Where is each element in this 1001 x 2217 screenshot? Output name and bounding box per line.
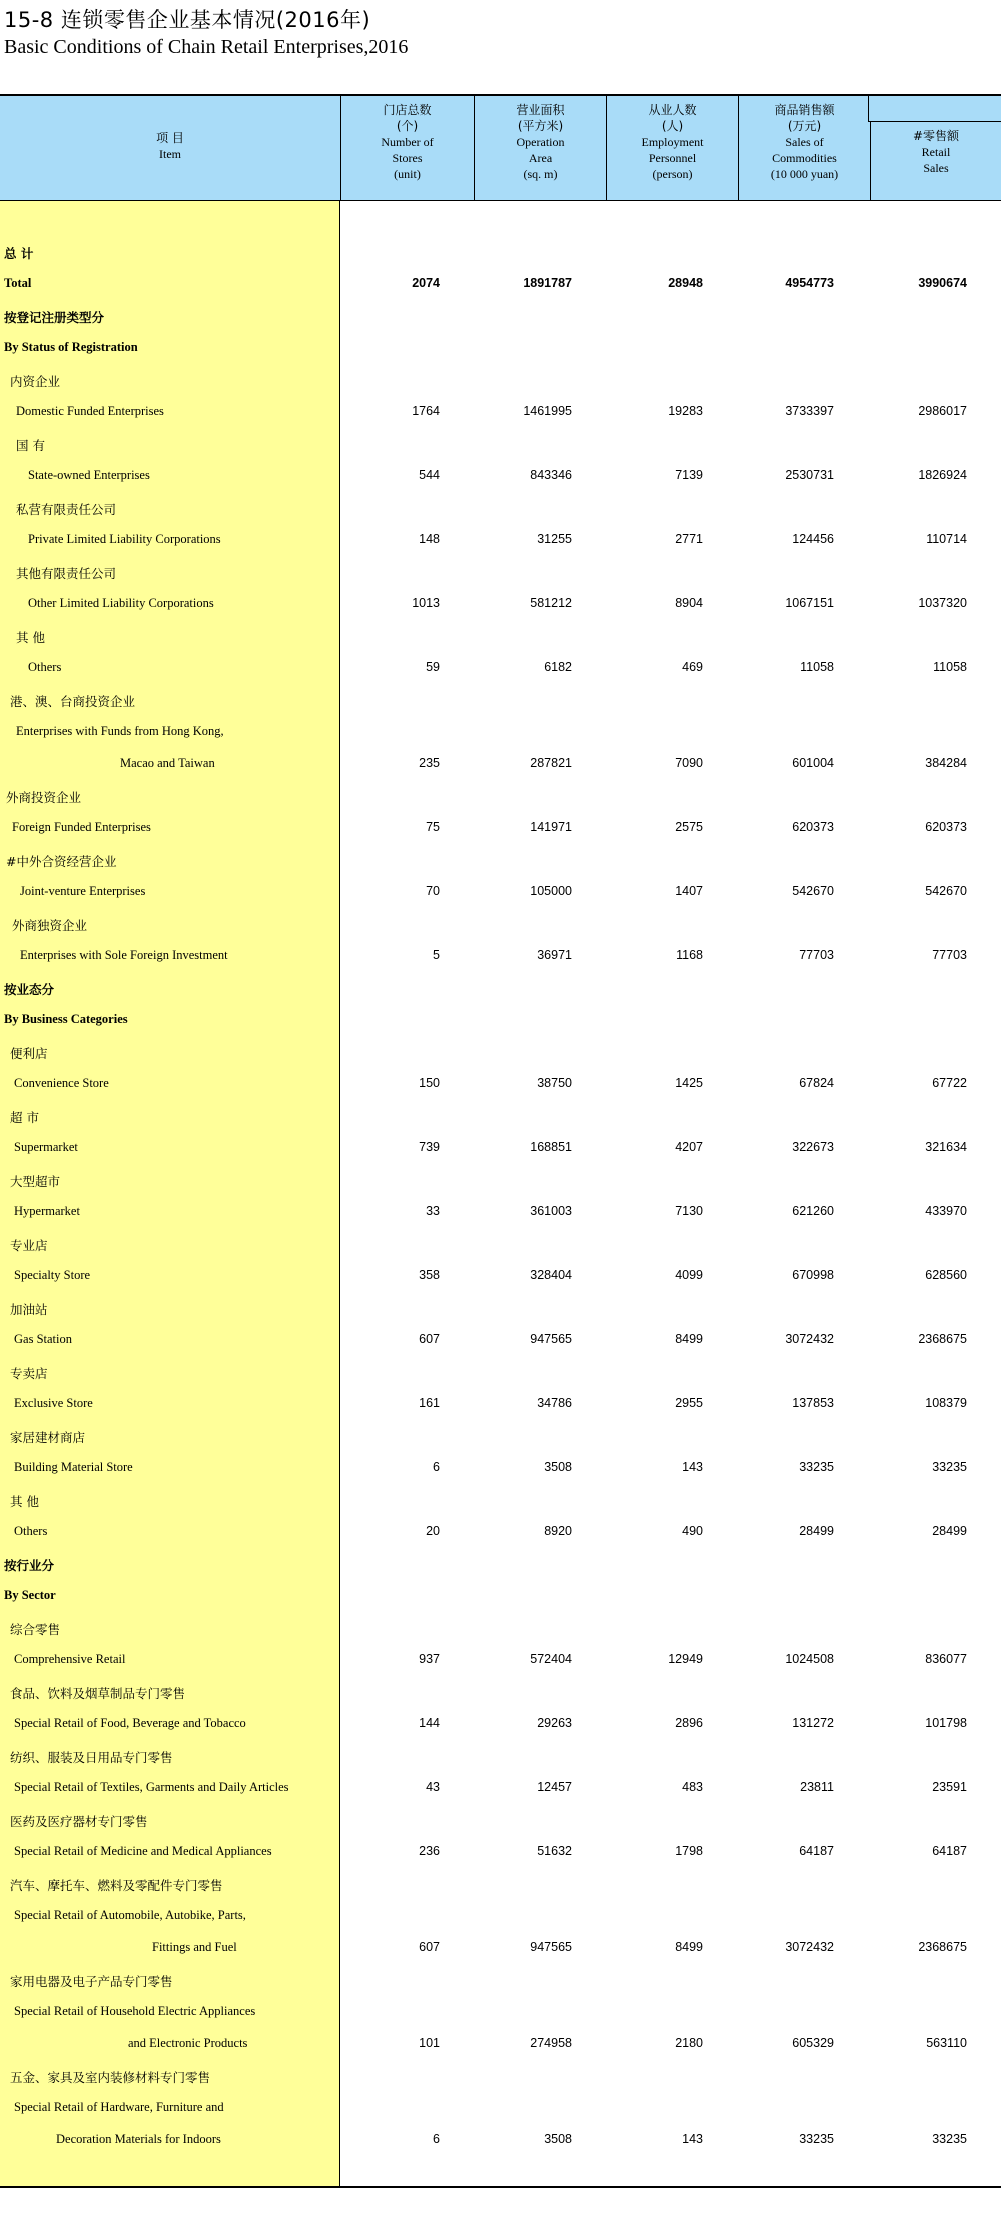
cell-value: 563110 [926, 2036, 967, 2050]
cell-value: 572404 [530, 1652, 572, 1666]
column-header-line: Number of [381, 135, 434, 149]
cell-value: 287821 [530, 756, 572, 770]
cell-value: 605329 [792, 2036, 834, 2050]
cell-value: 739 [419, 1140, 440, 1154]
cell-value: 1891787 [523, 276, 572, 290]
cell-value: 620373 [925, 820, 967, 834]
row-label: 专业店 [10, 1238, 48, 1253]
cell-value: 7130 [675, 1204, 703, 1218]
bottom-rule [0, 2186, 1001, 2188]
table-row [0, 1712, 1001, 1736]
table-row [0, 1360, 1001, 1384]
cell-value: 1013 [412, 596, 440, 610]
cell-value: 8904 [675, 596, 703, 610]
cell-value: 1461995 [523, 404, 572, 418]
column-header-line: 营业面积 [516, 103, 565, 117]
table-row [0, 432, 1001, 456]
cell-value: 11058 [933, 660, 967, 674]
table-title-chinese: 15-8 连锁零售企业基本情况(2016年) [4, 8, 371, 32]
row-label: 内资企业 [10, 374, 61, 389]
cell-value: 7139 [675, 468, 703, 482]
cell-value: 70 [426, 884, 440, 898]
cell-value: 168851 [530, 1140, 572, 1154]
table-row [0, 592, 1001, 616]
column-header-2 [474, 96, 606, 200]
cell-value: 2575 [675, 820, 703, 834]
column-header-line: Sales of [785, 135, 824, 149]
cell-value: 4207 [675, 1140, 703, 1154]
row-label: 家居建材商店 [10, 1430, 86, 1445]
cell-value: 20 [426, 1524, 440, 1538]
table-row [0, 528, 1001, 552]
cell-value: 2986017 [918, 404, 967, 418]
cell-value: 3072432 [785, 1940, 834, 1954]
cell-value: 23591 [932, 1780, 967, 1794]
cell-value: 5 [433, 948, 440, 962]
cell-value: 1024508 [785, 1652, 834, 1666]
row-label: Enterprises with Sole Foreign Investment [20, 948, 228, 962]
cell-value: 3990674 [918, 276, 967, 290]
column-header-line: (人) [661, 119, 684, 133]
table-row [0, 1488, 1001, 1512]
table-row [0, 2000, 1001, 2024]
column-header-line: (个) [396, 119, 419, 133]
table-row [0, 880, 1001, 904]
cell-value: 607 [419, 1332, 440, 1346]
row-label: Decoration Materials for Indoors [56, 2132, 221, 2146]
row-label: 外商投资企业 [6, 790, 82, 805]
row-label: 外商独资企业 [12, 918, 88, 933]
cell-value: 1067151 [785, 596, 834, 610]
row-label: Special Retail of Food, Beverage and Tobacco [14, 1716, 246, 1730]
cell-value: 101798 [925, 1716, 967, 1730]
row-label: 大型超市 [10, 1174, 61, 1189]
column-header-line: Personnel [648, 151, 697, 165]
cell-value: 23811 [800, 1780, 834, 1794]
cell-value: 321634 [925, 1140, 967, 1154]
column-header-line: (person) [652, 167, 693, 181]
cell-value: 1037320 [918, 596, 967, 610]
cell-value: 581212 [530, 596, 572, 610]
row-label: 便利店 [10, 1046, 48, 1061]
cell-value: 19283 [668, 404, 703, 418]
row-label: By Sector [4, 1588, 56, 1602]
cell-value: 1407 [675, 884, 703, 898]
row-label: Others [28, 660, 62, 674]
row-label: Gas Station [14, 1332, 72, 1346]
cell-value: 101 [419, 2036, 440, 2050]
cell-value: 29263 [537, 1716, 572, 1730]
row-label: Total [4, 276, 32, 290]
table-row [0, 1584, 1001, 1608]
row-label: Private Limited Liability Corporations [28, 532, 221, 546]
cell-value: 161 [419, 1396, 440, 1410]
cell-value: 105000 [530, 884, 572, 898]
cell-value: 33235 [932, 2132, 967, 2146]
cell-value: 75 [426, 820, 440, 834]
cell-value: 8499 [675, 1332, 703, 1346]
table-row [0, 848, 1001, 872]
cell-value: 110714 [926, 532, 967, 546]
column-header-line: 从业人数 [648, 103, 697, 117]
table-row [0, 1072, 1001, 1096]
cell-value: 4954773 [785, 276, 834, 290]
cell-value: 43 [426, 1780, 440, 1794]
table-row [0, 1264, 1001, 1288]
cell-value: 12457 [537, 1780, 572, 1794]
row-label: and Electronic Products [128, 2036, 248, 2050]
row-label: 按业态分 [4, 982, 55, 997]
cell-value: 33235 [799, 2132, 834, 2146]
cell-value: 124456 [792, 532, 834, 546]
row-label: By Status of Registration [4, 340, 138, 354]
row-label: Special Retail of Hardware, Furniture and [14, 2100, 224, 2114]
table-row [0, 944, 1001, 968]
column-header-4 [738, 96, 870, 200]
cell-value: 490 [682, 1524, 703, 1538]
row-label: By Business Categories [4, 1012, 128, 1026]
table-row [0, 1936, 1001, 1960]
cell-value: 2180 [675, 2036, 703, 2050]
cell-value: 483 [682, 1780, 703, 1794]
table-row [0, 1392, 1001, 1416]
cell-value: 144 [419, 1716, 440, 1730]
item-header-cn: 项 目 [156, 131, 184, 145]
cell-value: 542670 [792, 884, 834, 898]
column-header-line: 门店总数 [383, 103, 432, 117]
cell-value: 433970 [925, 1204, 967, 1218]
row-label: 医药及医疗器材专门零售 [10, 1814, 148, 1829]
cell-value: 1826924 [918, 468, 967, 482]
row-label: Exclusive Store [14, 1396, 93, 1410]
table-row [0, 2064, 1001, 2088]
table-header [0, 96, 1001, 201]
row-label: Special Retail of Medicine and Medical Appliances [14, 1844, 272, 1858]
cell-value: 3733397 [785, 404, 834, 418]
cell-value: 3072432 [785, 1332, 834, 1346]
column-header-line: Operation [516, 135, 565, 149]
column-header-line: Employment [641, 135, 704, 149]
cell-value: 137853 [792, 1396, 834, 1410]
cell-value: 670998 [792, 1268, 834, 1282]
row-label: Fittings and Fuel [152, 1940, 237, 1954]
row-label: 总 计 [4, 246, 34, 261]
cell-value: 937 [419, 1652, 440, 1666]
cell-value: 28499 [932, 1524, 967, 1538]
column-header-line: #零售额 [912, 129, 960, 143]
table-row [0, 1968, 1001, 1992]
table-row [0, 272, 1001, 296]
table-row [0, 1904, 1001, 1928]
row-label: State-owned Enterprises [28, 468, 150, 482]
row-label: 专卖店 [10, 1366, 48, 1381]
cell-value: 3508 [544, 1460, 572, 1474]
row-label: 加油站 [10, 1302, 48, 1317]
row-label: Macao and Taiwan [120, 756, 215, 770]
table-row [0, 1040, 1001, 1064]
cell-value: 621260 [792, 1204, 834, 1218]
cell-value: 59 [426, 660, 440, 674]
cell-value: 236 [419, 1844, 440, 1858]
cell-value: 322673 [792, 1140, 834, 1154]
cell-value: 469 [682, 660, 703, 674]
cell-value: 361003 [530, 1204, 572, 1218]
cell-value: 358 [419, 1268, 440, 1282]
cell-value: 33 [426, 1204, 440, 1218]
cell-value: 51632 [537, 1844, 572, 1858]
table-row [0, 304, 1001, 328]
cell-value: 3508 [544, 2132, 572, 2146]
cell-value: 77703 [932, 948, 967, 962]
table-row [0, 976, 1001, 1000]
table-row [0, 400, 1001, 424]
row-label: 按行业分 [4, 1558, 55, 1573]
cell-value: 2530731 [785, 468, 834, 482]
cell-value: 2074 [412, 276, 440, 290]
row-label: 五金、家具及室内装修材料专门零售 [10, 2070, 211, 2085]
table-row [0, 1168, 1001, 1192]
row-label: 按登记注册类型分 [4, 310, 105, 325]
cell-value: 843346 [530, 468, 572, 482]
table-row [0, 752, 1001, 776]
table-row [0, 688, 1001, 712]
table-row [0, 912, 1001, 936]
column-header-line: Sales [923, 161, 949, 175]
cell-value: 947565 [530, 1940, 572, 1954]
cell-value: 7090 [675, 756, 703, 770]
cell-value: 1425 [675, 1076, 703, 1090]
row-label: 港、澳、台商投资企业 [10, 694, 136, 709]
cell-value: 148 [419, 532, 440, 546]
column-header-line: (unit) [394, 167, 421, 181]
cell-value: 67824 [799, 1076, 834, 1090]
table-row [0, 816, 1001, 840]
table-row [0, 720, 1001, 744]
cell-value: 947565 [530, 1332, 572, 1346]
cell-value: 274958 [530, 2036, 572, 2050]
table-row [0, 1840, 1001, 1864]
retail-sales-group-header [868, 96, 1001, 122]
cell-value: 836077 [925, 1652, 967, 1666]
table-row [0, 1296, 1001, 1320]
table-row [0, 240, 1001, 264]
cell-value: 34786 [537, 1396, 572, 1410]
cell-value: 64187 [799, 1844, 834, 1858]
table-row [0, 336, 1001, 360]
table-row [0, 1456, 1001, 1480]
column-header-line: Retail [921, 145, 951, 159]
row-label: Special Retail of Household Electric Appliances [14, 2004, 256, 2018]
cell-value: 38750 [537, 1076, 572, 1090]
table-row [0, 1872, 1001, 1896]
cell-value: 64187 [932, 1844, 967, 1858]
table-row [0, 784, 1001, 808]
cell-value: 544 [419, 468, 440, 482]
cell-value: 150 [419, 1076, 440, 1090]
row-label: Specialty Store [14, 1268, 91, 1282]
row-label: 家用电器及电子产品专门零售 [10, 1974, 173, 1989]
table-row [0, 1552, 1001, 1576]
column-header-line: Commodities [772, 151, 837, 165]
table-row [0, 1328, 1001, 1352]
cell-value: 384284 [925, 756, 967, 770]
cell-value: 33235 [799, 1460, 834, 1474]
table-row [0, 1232, 1001, 1256]
row-label: Other Limited Liability Corporations [28, 596, 214, 610]
cell-value: 601004 [792, 756, 834, 770]
cell-value: 28948 [668, 276, 703, 290]
cell-value: 2896 [675, 1716, 703, 1730]
cell-value: 33235 [932, 1460, 967, 1474]
table-row [0, 1744, 1001, 1768]
column-header-line: 商品销售额 [774, 103, 835, 117]
table-row [0, 1200, 1001, 1224]
row-label: #中外合资经营企业 [6, 854, 117, 869]
table-row [0, 656, 1001, 680]
column-header-5 [870, 122, 1001, 200]
cell-value: 6 [433, 2132, 440, 2146]
table-row [0, 1680, 1001, 1704]
item-column-header [0, 96, 340, 200]
table-row [0, 2128, 1001, 2152]
row-label: 超 市 [10, 1110, 39, 1125]
table-row [0, 1808, 1001, 1832]
row-label: 其 他 [16, 630, 45, 645]
table-row [0, 1616, 1001, 1640]
column-header-line: (平方米) [517, 119, 564, 133]
row-label: Enterprises with Funds from Hong Kong, [16, 724, 224, 738]
column-header-3 [606, 96, 738, 200]
table-row [0, 464, 1001, 488]
table-row [0, 560, 1001, 584]
cell-value: 8499 [675, 1940, 703, 1954]
row-label: Comprehensive Retail [14, 1652, 126, 1666]
column-header-line: (sq. m) [523, 167, 558, 181]
cell-value: 131272 [792, 1716, 834, 1730]
row-label: Others [14, 1524, 48, 1538]
row-label: 其他有限责任公司 [16, 566, 117, 581]
cell-value: 2368675 [918, 1940, 967, 1954]
cell-value: 628560 [925, 1268, 967, 1282]
cell-value: 328404 [530, 1268, 572, 1282]
cell-value: 143 [682, 2132, 703, 2146]
row-label: Domestic Funded Enterprises [16, 404, 164, 418]
table-row [0, 2032, 1001, 2056]
column-header-line: Stores [392, 151, 423, 165]
cell-value: 8920 [544, 1524, 572, 1538]
cell-value: 235 [419, 756, 440, 770]
column-header-1 [340, 96, 474, 200]
table-title-english: Basic Conditions of Chain Retail Enterprises,2016 [4, 36, 409, 58]
cell-value: 141971 [530, 820, 572, 834]
table-row [0, 1648, 1001, 1672]
column-header-line: Area [528, 151, 553, 165]
row-label: 其 他 [10, 1494, 39, 1509]
cell-value: 36971 [537, 948, 572, 962]
row-label: 食品、饮料及烟草制品专门零售 [10, 1686, 186, 1701]
table-row [0, 1008, 1001, 1032]
row-label: Convenience Store [14, 1076, 109, 1090]
cell-value: 31255 [537, 532, 572, 546]
column-header-line: (万元) [787, 119, 822, 133]
row-label: Supermarket [14, 1140, 78, 1154]
row-label: Hypermarket [14, 1204, 80, 1218]
table-row [0, 2096, 1001, 2120]
table-row [0, 1520, 1001, 1544]
cell-value: 11058 [800, 660, 834, 674]
row-label: Special Retail of Textiles, Garments and Daily Articles [14, 1780, 289, 1794]
table-row [0, 1776, 1001, 1800]
table-row [0, 496, 1001, 520]
cell-value: 1798 [675, 1844, 703, 1858]
cell-value: 28499 [799, 1524, 834, 1538]
cell-value: 6182 [544, 660, 572, 674]
cell-value: 1168 [676, 948, 703, 962]
table-row [0, 368, 1001, 392]
cell-value: 143 [682, 1460, 703, 1474]
cell-value: 67722 [932, 1076, 967, 1090]
cell-value: 607 [419, 1940, 440, 1954]
row-label: 综合零售 [10, 1622, 61, 1637]
cell-value: 77703 [799, 948, 834, 962]
cell-value: 4099 [675, 1268, 703, 1282]
item-header-en: Item [159, 147, 181, 161]
table-row [0, 624, 1001, 648]
row-label: Building Material Store [14, 1460, 133, 1474]
row-label: 私营有限责任公司 [16, 502, 117, 517]
row-label: Joint-venture Enterprises [20, 884, 146, 898]
column-header-line: (10 000 yuan) [770, 167, 839, 181]
cell-value: 620373 [792, 820, 834, 834]
cell-value: 108379 [925, 1396, 967, 1410]
cell-value: 6 [433, 1460, 440, 1474]
row-label: Foreign Funded Enterprises [12, 820, 151, 834]
cell-value: 2771 [675, 532, 703, 546]
table-row [0, 1136, 1001, 1160]
table-row [0, 1424, 1001, 1448]
row-label: 汽车、摩托车、燃料及零配件专门零售 [10, 1878, 223, 1893]
cell-value: 542670 [925, 884, 967, 898]
cell-value: 12949 [668, 1652, 703, 1666]
row-label: 国 有 [16, 438, 45, 453]
cell-value: 1764 [412, 404, 440, 418]
table-row [0, 1104, 1001, 1128]
cell-value: 2368675 [918, 1332, 967, 1346]
cell-value: 2955 [675, 1396, 703, 1410]
row-label: Special Retail of Automobile, Autobike, Parts, [14, 1908, 246, 1922]
row-label: 纺织、服装及日用品专门零售 [10, 1750, 173, 1765]
